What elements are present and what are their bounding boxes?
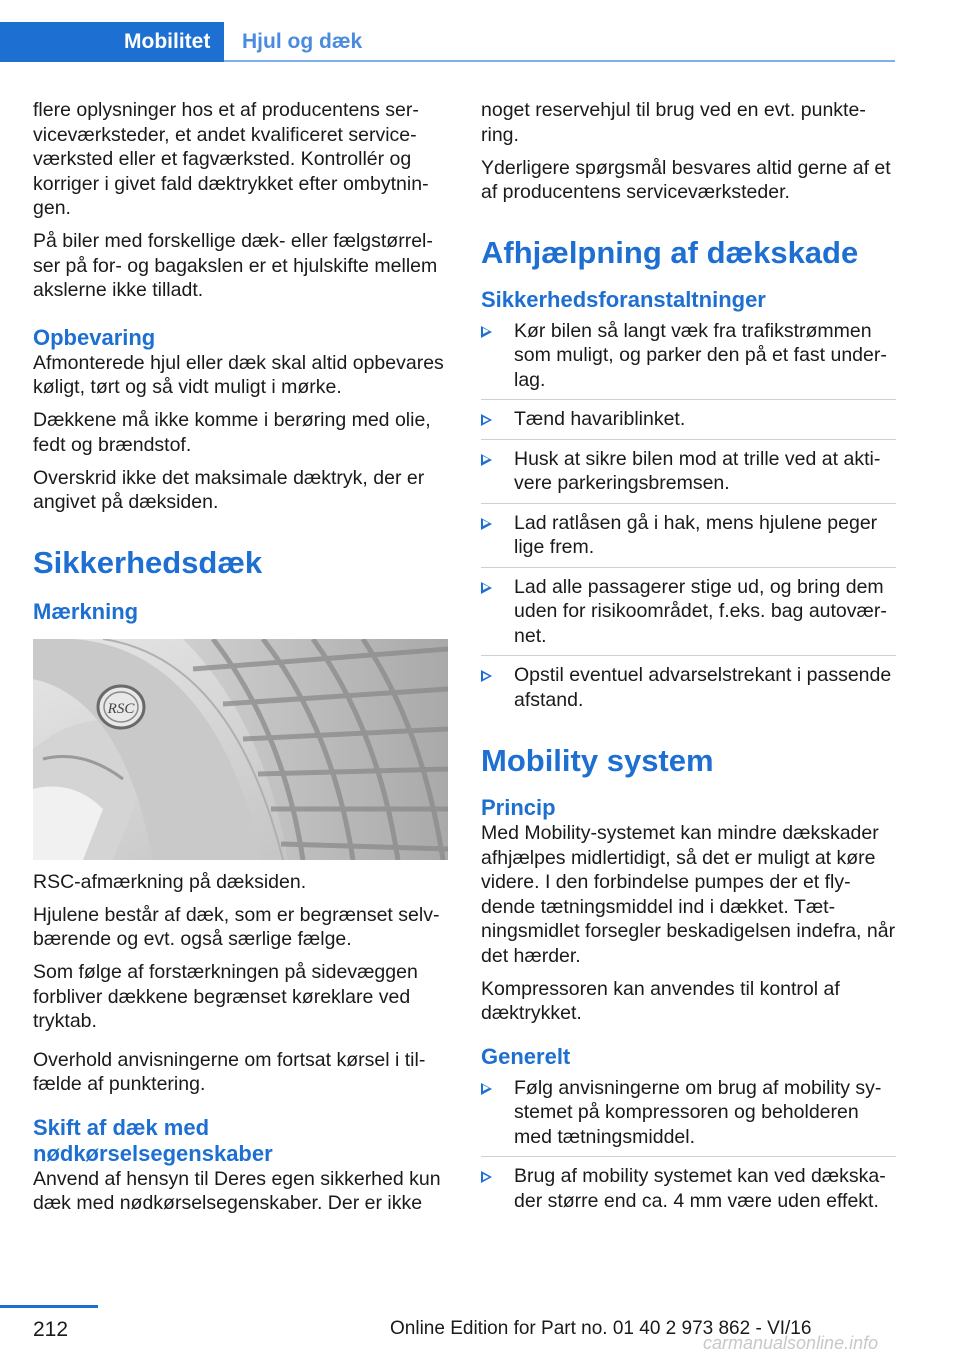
heading-sikkerhedsforanstaltninger: Sikkerhedsforanstaltninger (481, 286, 766, 312)
triangle-bullet-icon (481, 582, 492, 594)
paragraph: noget reservehjul til brug ved en evt. punktering. (481, 99, 866, 146)
paragraph: Hjulene består af dæk, som er begrænset selvbærende og evt. også særlige fælge. (33, 903, 440, 950)
tire-illustration (33, 639, 448, 860)
paragraph: Med Mobility-systemet kan mindre dækskader afhjælpes midlertidigt, så det er muligt at køre videre. I den forbindelse pumpes der et flydende tætningsmiddel ind i dækket. Tætningsmidlet forsegler beskadigelsen indefra, når det hærder. (481, 822, 896, 967)
heading-opbevaring: Opbevaring (33, 324, 156, 350)
list-item: Lad ratlåsen gå i hak, mens hjulene peger lige frem. (481, 511, 896, 568)
edition-text: Online Edition for Part no. 01 40 2 973 862 - VI/16 (390, 1318, 812, 1339)
triangle-bullet-icon (481, 518, 492, 530)
paragraph: Yderligere spørgsmål besvares altid gerne af et af producentens serviceværksteder. (481, 156, 891, 203)
heading-generelt: Generelt (481, 1043, 571, 1069)
list-item: Husk at sikre bilen mod at trille ved at aktivere parkeringsbremsen. (481, 447, 896, 504)
triangle-bullet-icon (481, 1171, 492, 1183)
list-item: Brug af mobility systemet kan ved dækskader større end ca. 4 mm være uden effekt. (481, 1164, 896, 1220)
paragraph: Dækkene må ikke komme i berøring med olie, fedt og brændstof. (33, 409, 431, 456)
footer-accent-line (0, 1305, 98, 1308)
list-item: Følg anvisningerne om brug af mobility systemet på kompressoren og beholderen med tætningsmiddel. (481, 1076, 896, 1158)
paragraph: Kompressoren kan anvendes til kontrol af dæktrykket. (481, 977, 840, 1024)
watermark: carmanualsonline.info (703, 1333, 879, 1353)
heading-sikkerhedsdaek: Sikkerhedsdæk (33, 544, 263, 580)
heading-mobility-system: Mobility system (481, 743, 714, 778)
header-divider (224, 60, 895, 62)
paragraph: Som følge af forstærkningen på sidevæggen forbliver dækkene begrænset køreklare ved tryktab. (33, 961, 418, 1032)
triangle-bullet-icon (481, 326, 492, 338)
section-tab-mobilitet[interactable]: Mobilitet (0, 22, 224, 62)
general-list (481, 1076, 896, 1221)
heading-maerkning: Mærkning (33, 598, 139, 624)
list-item: Opstil eventuel advarselstrekant i passende afstand. (481, 663, 896, 719)
paragraph: flere oplysninger hos et af producentens serviceværksteder, et andet kvalificeret serviceværksted eller et fagværksted. Kontrollér og korriger i givet fald dæktrykket efter ombytningen. (33, 99, 429, 219)
tire-sidewall-image (33, 639, 448, 860)
section-tab-hjul-og-daek[interactable]: Hjul og dæk (242, 30, 363, 53)
page-number: 212 (33, 1318, 69, 1341)
list-item: Tænd havariblinket. (481, 407, 896, 440)
list-item: Lad alle passagerer stige ud, og bring dem uden for risikoområdet, f.eks. bag autoværnet. (481, 575, 896, 657)
rsc-logo (98, 686, 144, 728)
rsc-logo-text: RSC (107, 700, 135, 717)
triangle-bullet-icon (481, 454, 492, 466)
heading-skift-af-daek: Skift af dæk med nødkørselsegenskaber (33, 1114, 273, 1166)
figure-caption: RSC-afmærkning på dæksiden. (33, 870, 307, 893)
list-item: Kør bilen så langt væk fra trafikstrømmen som muligt, og parker den på et fast underlag. (481, 319, 896, 401)
paragraph: Overskrid ikke det maksimale dæktryk, der er angivet på dæksiden. (33, 466, 425, 513)
safety-list (481, 319, 896, 720)
paragraph: Overhold anvisningerne om fortsat kørsel i tilfælde af punktering. (33, 1048, 426, 1095)
heading-afhjaelpning: Afhjælpning af dækskade (481, 234, 859, 270)
paragraph: Afmonterede hjul eller dæk skal altid opbevares køligt, tørt og så vidt muligt i mørke. (33, 351, 444, 398)
paragraph: På biler med forskellige dæk- eller fælgstørrelser på for- og bagakslen er et hjulskifte mellem akslerne ikke tilladt. (33, 230, 438, 301)
page-header (0, 22, 895, 62)
right-column (481, 98, 896, 1227)
paragraph: Anvend af hensyn til Deres egen sikkerhed kun dæk med nødkørselsegenskaber. Der er ikke (33, 1167, 441, 1214)
triangle-bullet-icon (481, 1083, 492, 1095)
heading-princip: Princip (481, 795, 556, 820)
triangle-bullet-icon (481, 670, 492, 682)
triangle-bullet-icon (481, 414, 492, 426)
left-column (33, 98, 450, 1224)
